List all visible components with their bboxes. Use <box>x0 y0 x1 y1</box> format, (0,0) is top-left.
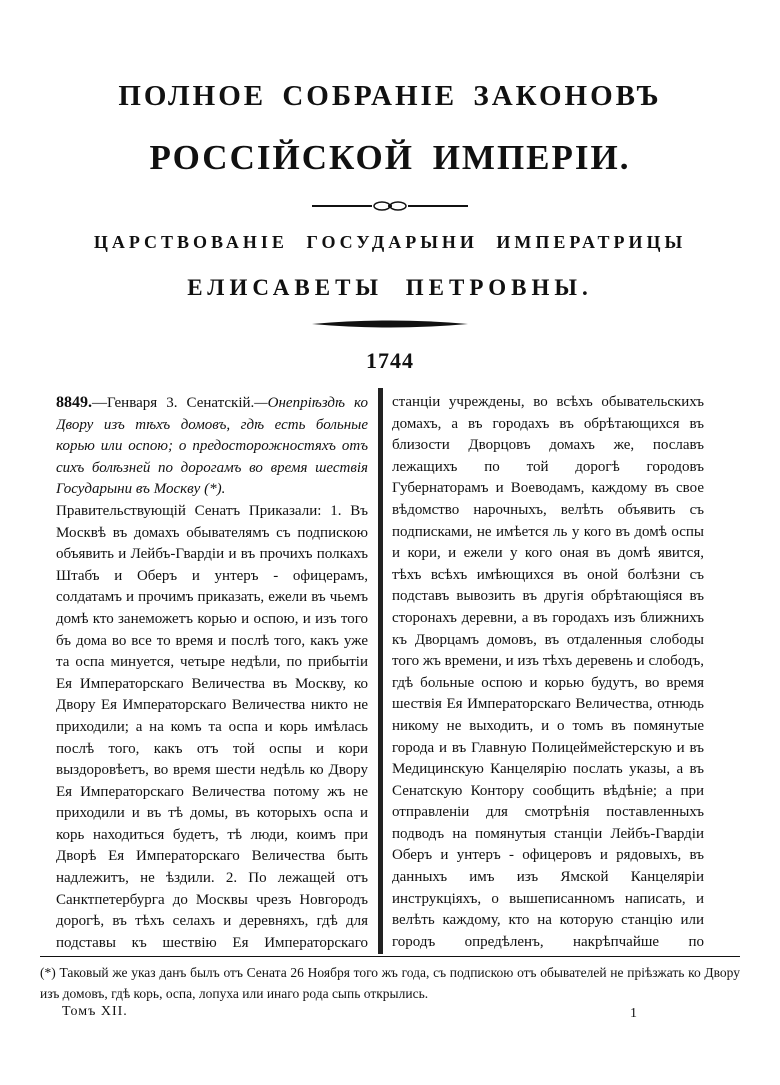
left-body-text: Правительствующій Сенатъ Приказали: 1. Въ Москвѣ въ домахъ обывателямъ съ подпискою объявить и Лейбъ-Гвардіи и въ прочихъ полкахъ Штабъ и Оберъ и унтеръ - офицерамъ, солдатамъ и прочимъ приказать, ежели въ чьемъ домѣ кто занеможетъ корью и оспою, и изъ того бъ дома во все то время и послѣ того, какъ уже та оспа минуется, четыре недѣли, по прибытіи Ея Императорскаго Величества въ Москву, ко Двору Ея Императорскаго Величества никто не приходили; а на комъ та оспа и корь имѣлась послѣ того, какъ отъ той оспы и кори выздоровѣетъ, во время шести недѣль ко Двору Ея Императорскаго Величества потому жъ не приходили и въ тѣ домы, въ которыхъ оспа и корь находиться будетъ, тѣ люди, коимъ при Дворѣ Ея Императорскаго Величества быть надлежитъ, не ѣздили. 2. По лежащей отъ Санктпетербурга до Москвы чрезъ Новгородъ дорогѣ, въ тѣхъ селахъ и деревняхъ, гдѣ для подставы къ шествію Ея Императорскаго <box>56 502 368 951</box>
column-divider <box>378 388 382 954</box>
entry-date: —Генваря 3. Сенатскій. <box>92 395 255 411</box>
entry-number: 8849. <box>56 394 92 411</box>
ornamental-divider-top <box>0 196 780 216</box>
right-body-text: станціи учреждены, во всѣхъ обывательскихъ домахъ, а въ городахъ въ обрѣтающихся въ близости Дворцовъ домахъ же, пославъ лежащихъ по той дорогѣ городовъ Губернаторамъ и Воеводамъ, каждому въ свое вѣдомство нарочныхъ, велѣть объявить съ подписками, не имѣется ль у кого въ домѣ оспы и кори, и ежели у кого оная въ домѣ явится, тѣхъ всѣхъ имѣющихся въ оной болѣзни съ подставъ вывозить въ другія обрѣтающіяся въ сторонахъ деревни, а въ городахъ изъ ближнихъ къ Дворцамъ домовъ, въ отдаленныя слободы того жъ времени, и изъ тѣхъ деревень и слободъ, гдѣ больные оспою и корью будутъ, во время шествія Ея Императорскаго Величества, отнюдь никому не выходить, и о томъ въ помянутые города и въ Главную Полицеймейстерскую и въ Медицинскую Канцелярію послать указы, а въ Сенатскую Контору сообщить вѣдѣніе; а при отправленіи для смотрѣнія поставленныхъ подводъ на помянутыя станціи Лейбъ-Гвардіи Оберъ и унтеръ - офицеровъ и рядовыхъ, въ данныхъ имъ изъ Ямской Канцеляріи инструкціяхъ, о вышеписанномъ написать, и велѣть каждому, кто на которую станцію или городъ опредѣленъ, накрѣпчайше по <box>392 394 704 950</box>
collection-title: ПОЛНОЕ СОБРАНІЕ ЗАКОНОВЪ <box>118 80 662 112</box>
reign-heading: ЦАРСТВОВАНІЕ ГОСУДАРЫНИ ИМПЕРАТРИЦЫ <box>93 232 687 252</box>
ornamental-divider-bottom <box>0 314 780 334</box>
tome-label: Томъ XII. <box>62 1004 128 1019</box>
footnote-rule <box>40 956 740 957</box>
year-heading: 1744 <box>366 348 414 373</box>
entry-title: —Онепріѣздѣ ко Двору изъ тѣхъ домовъ, гдѣ есть больные корью или оспою; о предосторожностяхъ отъ сихъ болѣзней по дорогамъ во время шествія Государыни въ Москву (*). <box>56 395 368 498</box>
left-column <box>56 392 368 952</box>
right-column <box>392 392 704 952</box>
empire-title: РОССІЙСКОЙ ИМПЕРІИ. <box>149 138 631 177</box>
footnote: (*) Таковый же указ данъ былъ отъ Сената 26 Ноября того жъ года, съ подпискою отъ обывателей не пріѣзжать ко Двору изъ домовъ, гдѣ корь, оспа, лопуха или инаго рода сыпь открылись. <box>40 965 740 1001</box>
empress-name: ЕЛИСАВЕТЫ ПЕТРОВНЫ. <box>187 275 593 300</box>
page-number: 1 <box>630 1006 637 1021</box>
